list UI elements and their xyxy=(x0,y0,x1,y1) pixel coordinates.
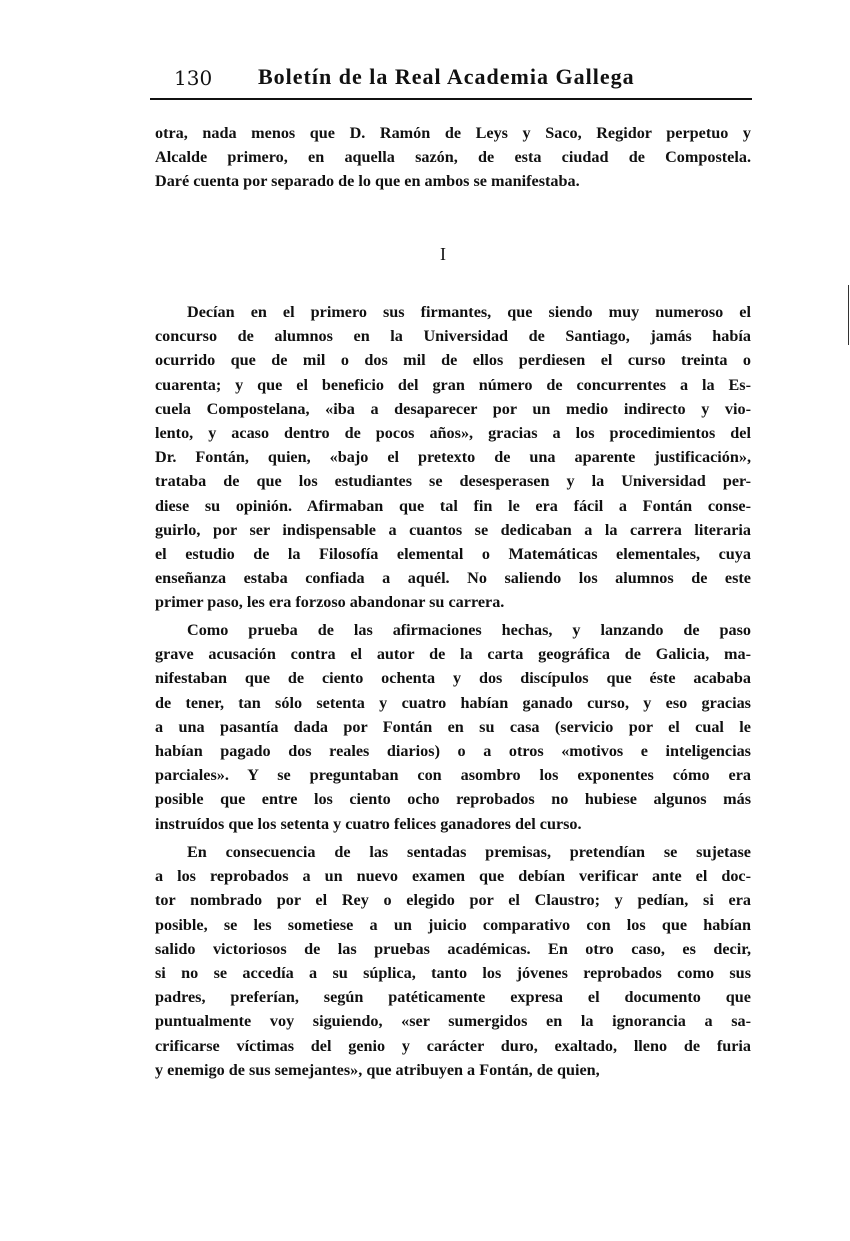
running-header xyxy=(172,64,752,96)
text-line: ocurrido que de mil o dos mil de ellos perdiesen el curso treinta o xyxy=(155,351,751,370)
text-line: de tener, tan sólo setenta y cuatro habían ganado curso, y eso gracias xyxy=(155,693,751,712)
text-line: salido victoriosos de las pruebas académicas. En otro caso, es decir, xyxy=(155,939,751,958)
text-line: trataba de que los estudiantes se desesperasen y la Universidad per- xyxy=(155,472,751,491)
text-line: a una pasantía dada por Fontán en su casa (servicio por el cual le xyxy=(155,717,751,736)
text-line: otra, nada menos que D. Ramón de Leys y Saco, Regidor perpetuo y xyxy=(155,124,751,142)
section-numeral: I xyxy=(440,244,446,264)
text-line: Dr. Fontán, quien, «bajo el pretexto de una aparente justificación», xyxy=(155,448,751,467)
text-line: habían pagado dos reales diarios) o a otros «motivos e inteligencias xyxy=(155,741,751,760)
text-line: En consecuencia de las sentadas premisas, pretendían se sujetase xyxy=(187,843,751,861)
text-line: a los reprobados a un nuevo examen que debían verificar ante el doc- xyxy=(155,867,751,886)
text-line: y enemigo de sus semejantes», que atribuyen a Fontán, de quien, xyxy=(155,1060,600,1079)
text-line: parciales». Y se preguntaban con asombro los exponentes cómo era xyxy=(155,766,751,785)
text-line: posible, se les sometiese a un juicio comparativo con los que habían xyxy=(155,915,751,934)
text-line: enseñanza estaba confiada a aquél. No saliendo los alumnos de este xyxy=(155,569,751,588)
margin-mark xyxy=(848,285,849,345)
text-line: el estudio de la Filosofía elemental o Matemáticas elementales, cuya xyxy=(155,544,751,563)
text-line: lento, y acaso dentro de pocos años», gracias a los procedimientos del xyxy=(155,423,751,442)
running-title: Boletín de la Real Academia Gallega xyxy=(258,64,635,89)
text-line: instruídos que los setenta y cuatro felices ganadores del curso. xyxy=(155,814,582,833)
page-number: 130 xyxy=(174,66,213,90)
text-line: Decían en el primero sus firmantes, que siendo muy numeroso el xyxy=(187,303,751,321)
text-line: padres, preferían, según patéticamente expresa el documento que xyxy=(155,988,751,1007)
text-line: cuarenta; y que el beneficio del gran número de concurrentes a la Es- xyxy=(155,375,751,394)
intro-paragraph xyxy=(155,121,751,194)
text-line: posible que entre los ciento ocho reprobados no hubiese algunos más xyxy=(155,790,751,809)
text-line: grave acusación contra el autor de la carta geográfica de Galicia, ma- xyxy=(155,645,751,664)
text-line: cuela Compostelana, «iba a desaparecer por un medio indirecto y vio- xyxy=(155,399,751,418)
text-line: Como prueba de las afirmaciones hechas, y lanzando de paso xyxy=(187,621,751,639)
paragraph-2 xyxy=(155,618,751,836)
text-line: guirlo, por ser indispensable a cuantos se dedicaban a la carrera literaria xyxy=(155,520,751,539)
text-line: nifestaban que de ciento ochenta y dos discípulos que éste acababa xyxy=(155,669,751,688)
text-line: crificarse víctimas del genio y carácter duro, exaltado, lleno de furia xyxy=(155,1036,751,1055)
text-line: primer paso, les era forzoso abandonar su carrera. xyxy=(155,593,505,612)
text-line: concurso de alumnos en la Universidad de Santiago, jamás había xyxy=(155,327,751,346)
text-line: puntualmente voy siguiendo, «ser sumergidos en la ignorancia a sa- xyxy=(155,1012,751,1031)
paragraph-3 xyxy=(155,840,751,1082)
text-line: si no se accedía a su súplica, tanto los jóvenes reprobados como sus xyxy=(155,963,751,982)
paragraph-1 xyxy=(155,300,751,614)
text-line: Alcalde primero, en aquella sazón, de esta ciudad de Compostela. xyxy=(155,148,751,167)
text-line: tor nombrado por el Rey o elegido por el Claustro; y pedían, si era xyxy=(155,891,751,910)
text-line: diese su opinión. Afirmaban que tal fin le era fácil a Fontán conse- xyxy=(155,496,751,515)
text-line: Daré cuenta por separado de lo que en ambos se manifestaba. xyxy=(155,172,580,191)
header-rule xyxy=(150,98,752,100)
